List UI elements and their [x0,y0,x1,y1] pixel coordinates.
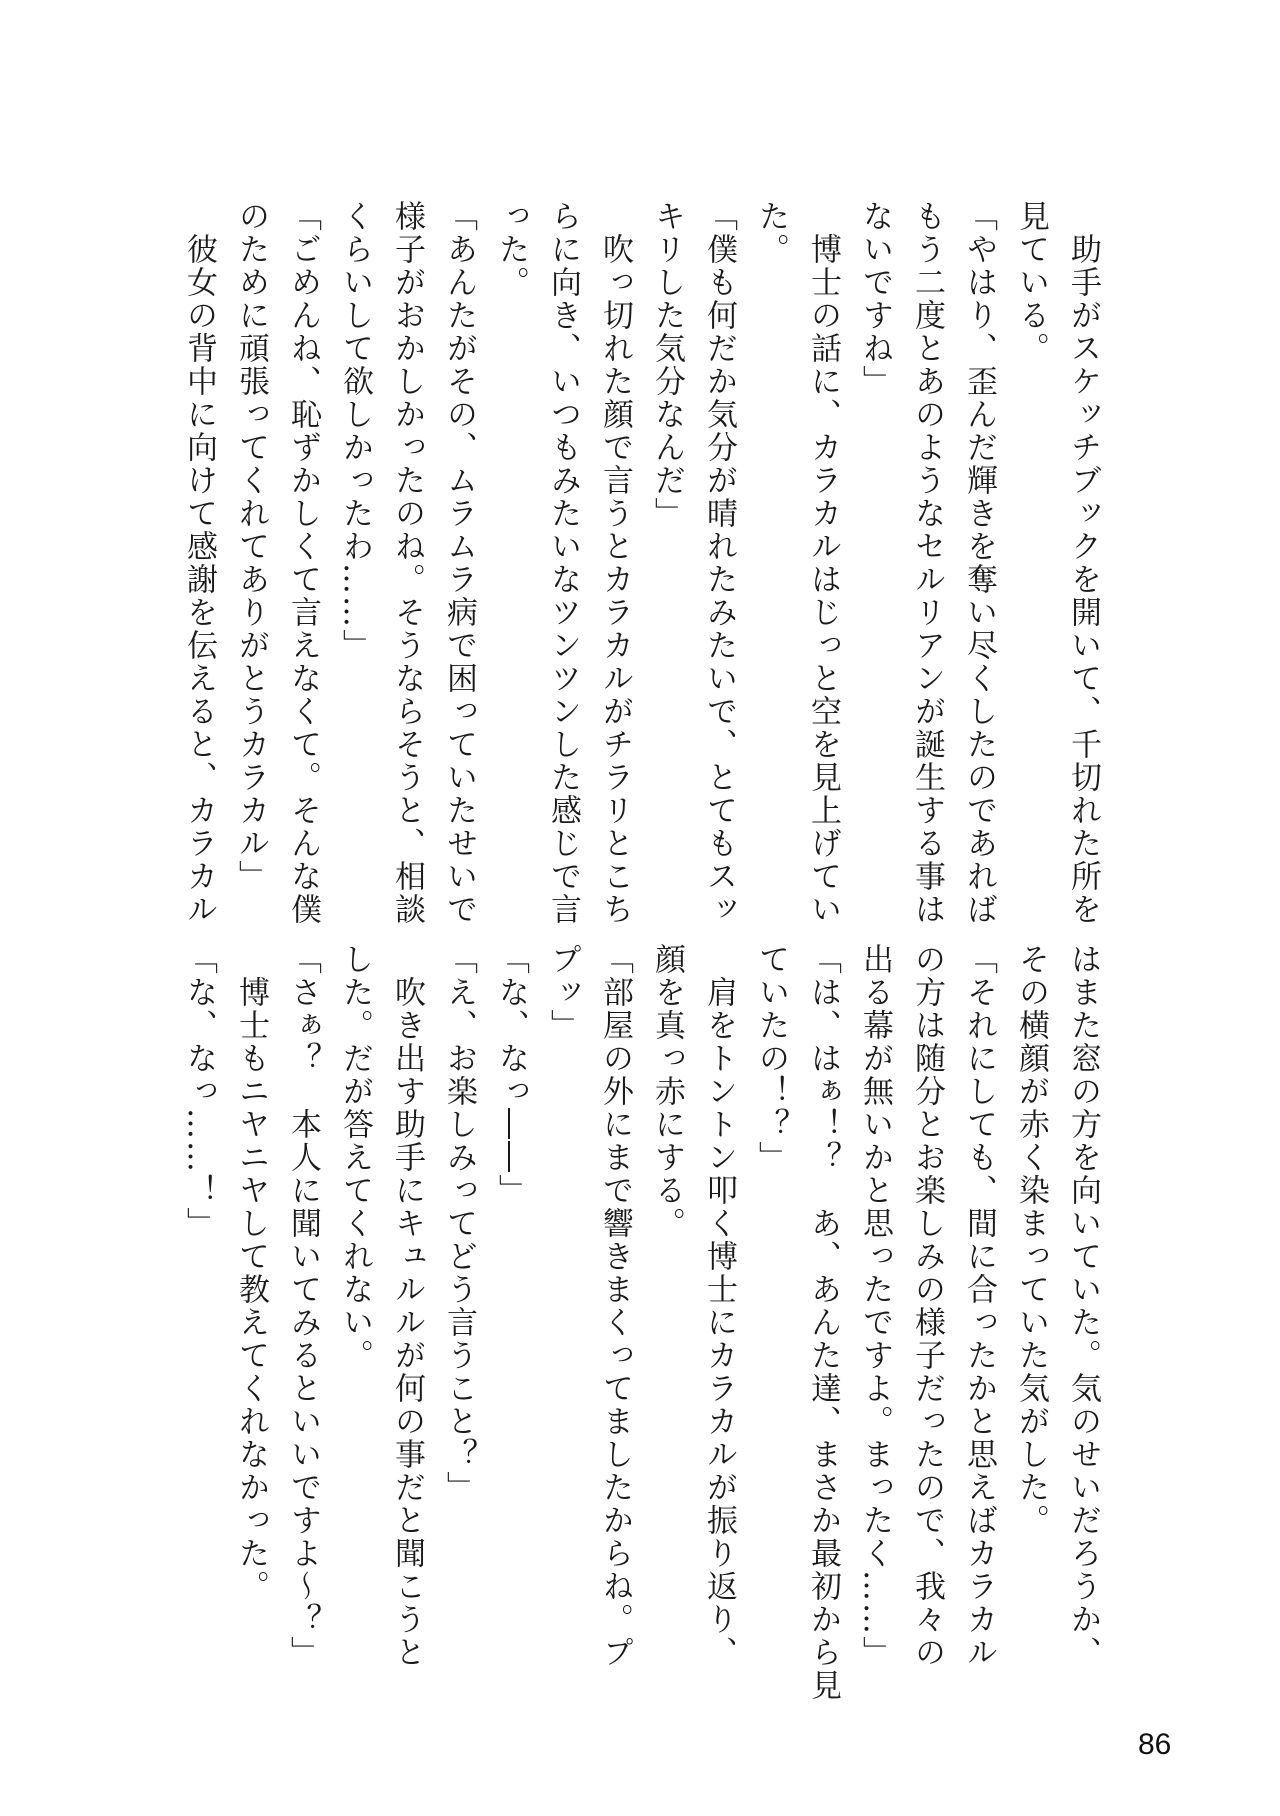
text-column: 「それにしても、間に合ったかと思えばカラカル [961,943,997,1669]
text-column: ていたの！？」 [753,943,789,1174]
text-column: 「僕も何だか気分が晴れたみたいで、とてもスッ [701,200,737,926]
text-column: もう二度とあのようなセルリアンが誕生する事は [909,200,945,926]
lower-text-block [173,943,1109,1702]
text-column: の方は随分とお楽しみの様子だったので、我々の [909,943,945,1669]
text-column: 「な、なっ……！」 [181,943,217,1240]
text-column: プッ」 [545,943,581,1042]
text-column: 「部屋の外にまで響きまくってましたからね。プ [597,943,633,1669]
text-column: 「な、なっ――」 [493,943,529,1207]
text-column: 吹き出す助手にキュルルが何の事だと聞こうと [389,943,425,1669]
text-column: 「え、お楽しみってどう言うこと？」 [441,943,477,1504]
text-column: 助手がスケッチブックを開いて、千切れた所を [1065,200,1101,926]
text-column: 「やはり、歪んだ輝きを奪い尽くしたのであれば [961,200,997,926]
upper-text-block [173,200,1109,926]
text-column: 見ている。 [1013,200,1049,365]
text-column: 「あんたがその、ムラムラ病で困っていたせいで [441,200,477,926]
text-column: 彼女の背中に向けて感謝を伝えると、カラカル [181,200,217,926]
text-column: 博士もニヤニヤして教えてくれなかった。 [233,943,269,1603]
text-column: 博士の話に、カラカルはじっと空を見上げてい [805,200,841,926]
text-column: 肩をトントン叩く博士にカラカルが振り返り、 [701,943,737,1669]
page-number: 86 [1138,1728,1172,1761]
text-column: のために頑張ってくれてありがとうカラカル」 [233,200,269,893]
text-column: その横顔が赤く染まっていた気がした。 [1013,943,1049,1537]
text-column: 顔を真っ赤にする。 [649,943,685,1240]
text-column: くらいして欲しかったわ……」 [337,200,373,662]
text-column: した。だが答えてくれない。 [337,943,373,1372]
text-column: 出る幕が無いかと思ったですよ。まったく……」 [857,943,893,1669]
text-column: らに向き、いつもみたいなツンツンした感じで言 [545,200,581,926]
text-column: 「ごめんね、恥ずかしくて言えなくて。そんな僕 [285,200,321,926]
text-column: はまた窓の方を向いていた。気のせいだろうか、 [1065,943,1101,1669]
text-column: キリした気分なんだ」 [649,200,685,530]
text-column: った。 [493,200,529,299]
text-column: た。 [753,200,789,266]
text-column: 「さぁ？ 本人に聞いてみるといいですよ～？」 [285,943,321,1669]
text-column: ないですね」 [857,200,893,398]
text-column: 「は、はぁ！？ あ、あんた達、まさか最初から見 [805,943,841,1702]
text-column: 吹っ切れた顔で言うとカラカルがチラリとこち [597,200,633,926]
text-column: 様子がおかしかったのね。そうならそうと、相談 [389,200,425,926]
